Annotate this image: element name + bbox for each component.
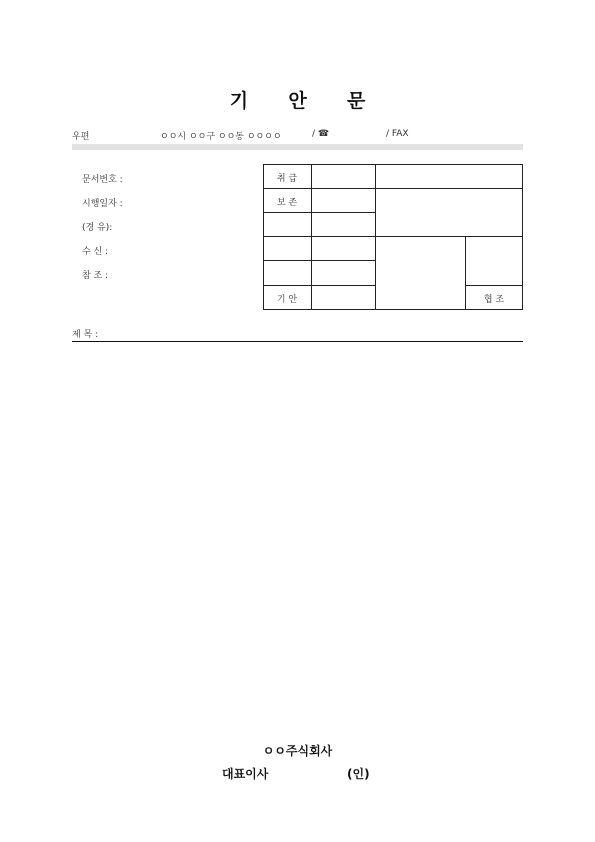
subject-underline xyxy=(72,341,523,342)
draft-label: 기 안 xyxy=(276,295,298,305)
approval-grid-border xyxy=(263,164,523,310)
title-char: 문 xyxy=(346,90,366,112)
header-divider xyxy=(72,144,523,150)
ceo-label: 대표이사 xyxy=(222,767,269,781)
fax-label: / FAX xyxy=(386,129,409,139)
via-label: (경 유): xyxy=(82,223,113,233)
title-char: 기 xyxy=(229,90,249,112)
recipient-label: 수 신 : xyxy=(82,247,109,257)
seal-label: (인) xyxy=(347,767,370,781)
doc-number-label: 문서번호 : xyxy=(82,175,123,185)
address-label: 우편 xyxy=(72,132,90,142)
title-char: 안 xyxy=(288,90,307,112)
cooperation-label: 협 조 xyxy=(483,295,505,305)
phone-label: / ☎ xyxy=(312,129,330,139)
subject-label: 제 목 : xyxy=(72,330,99,340)
date-label: 시행일자 : xyxy=(82,199,123,209)
reference-label: 참 조 : xyxy=(82,271,109,281)
handling-label: 취 급 xyxy=(276,174,298,184)
company-name: ㅇㅇ주식회사 xyxy=(262,744,333,758)
page-title xyxy=(0,86,595,113)
retention-label: 보 존 xyxy=(276,198,298,208)
address-value: ㅇㅇ시 ㅇㅇ구 ㅇㅇ동 ㅇㅇㅇㅇ xyxy=(160,132,282,142)
